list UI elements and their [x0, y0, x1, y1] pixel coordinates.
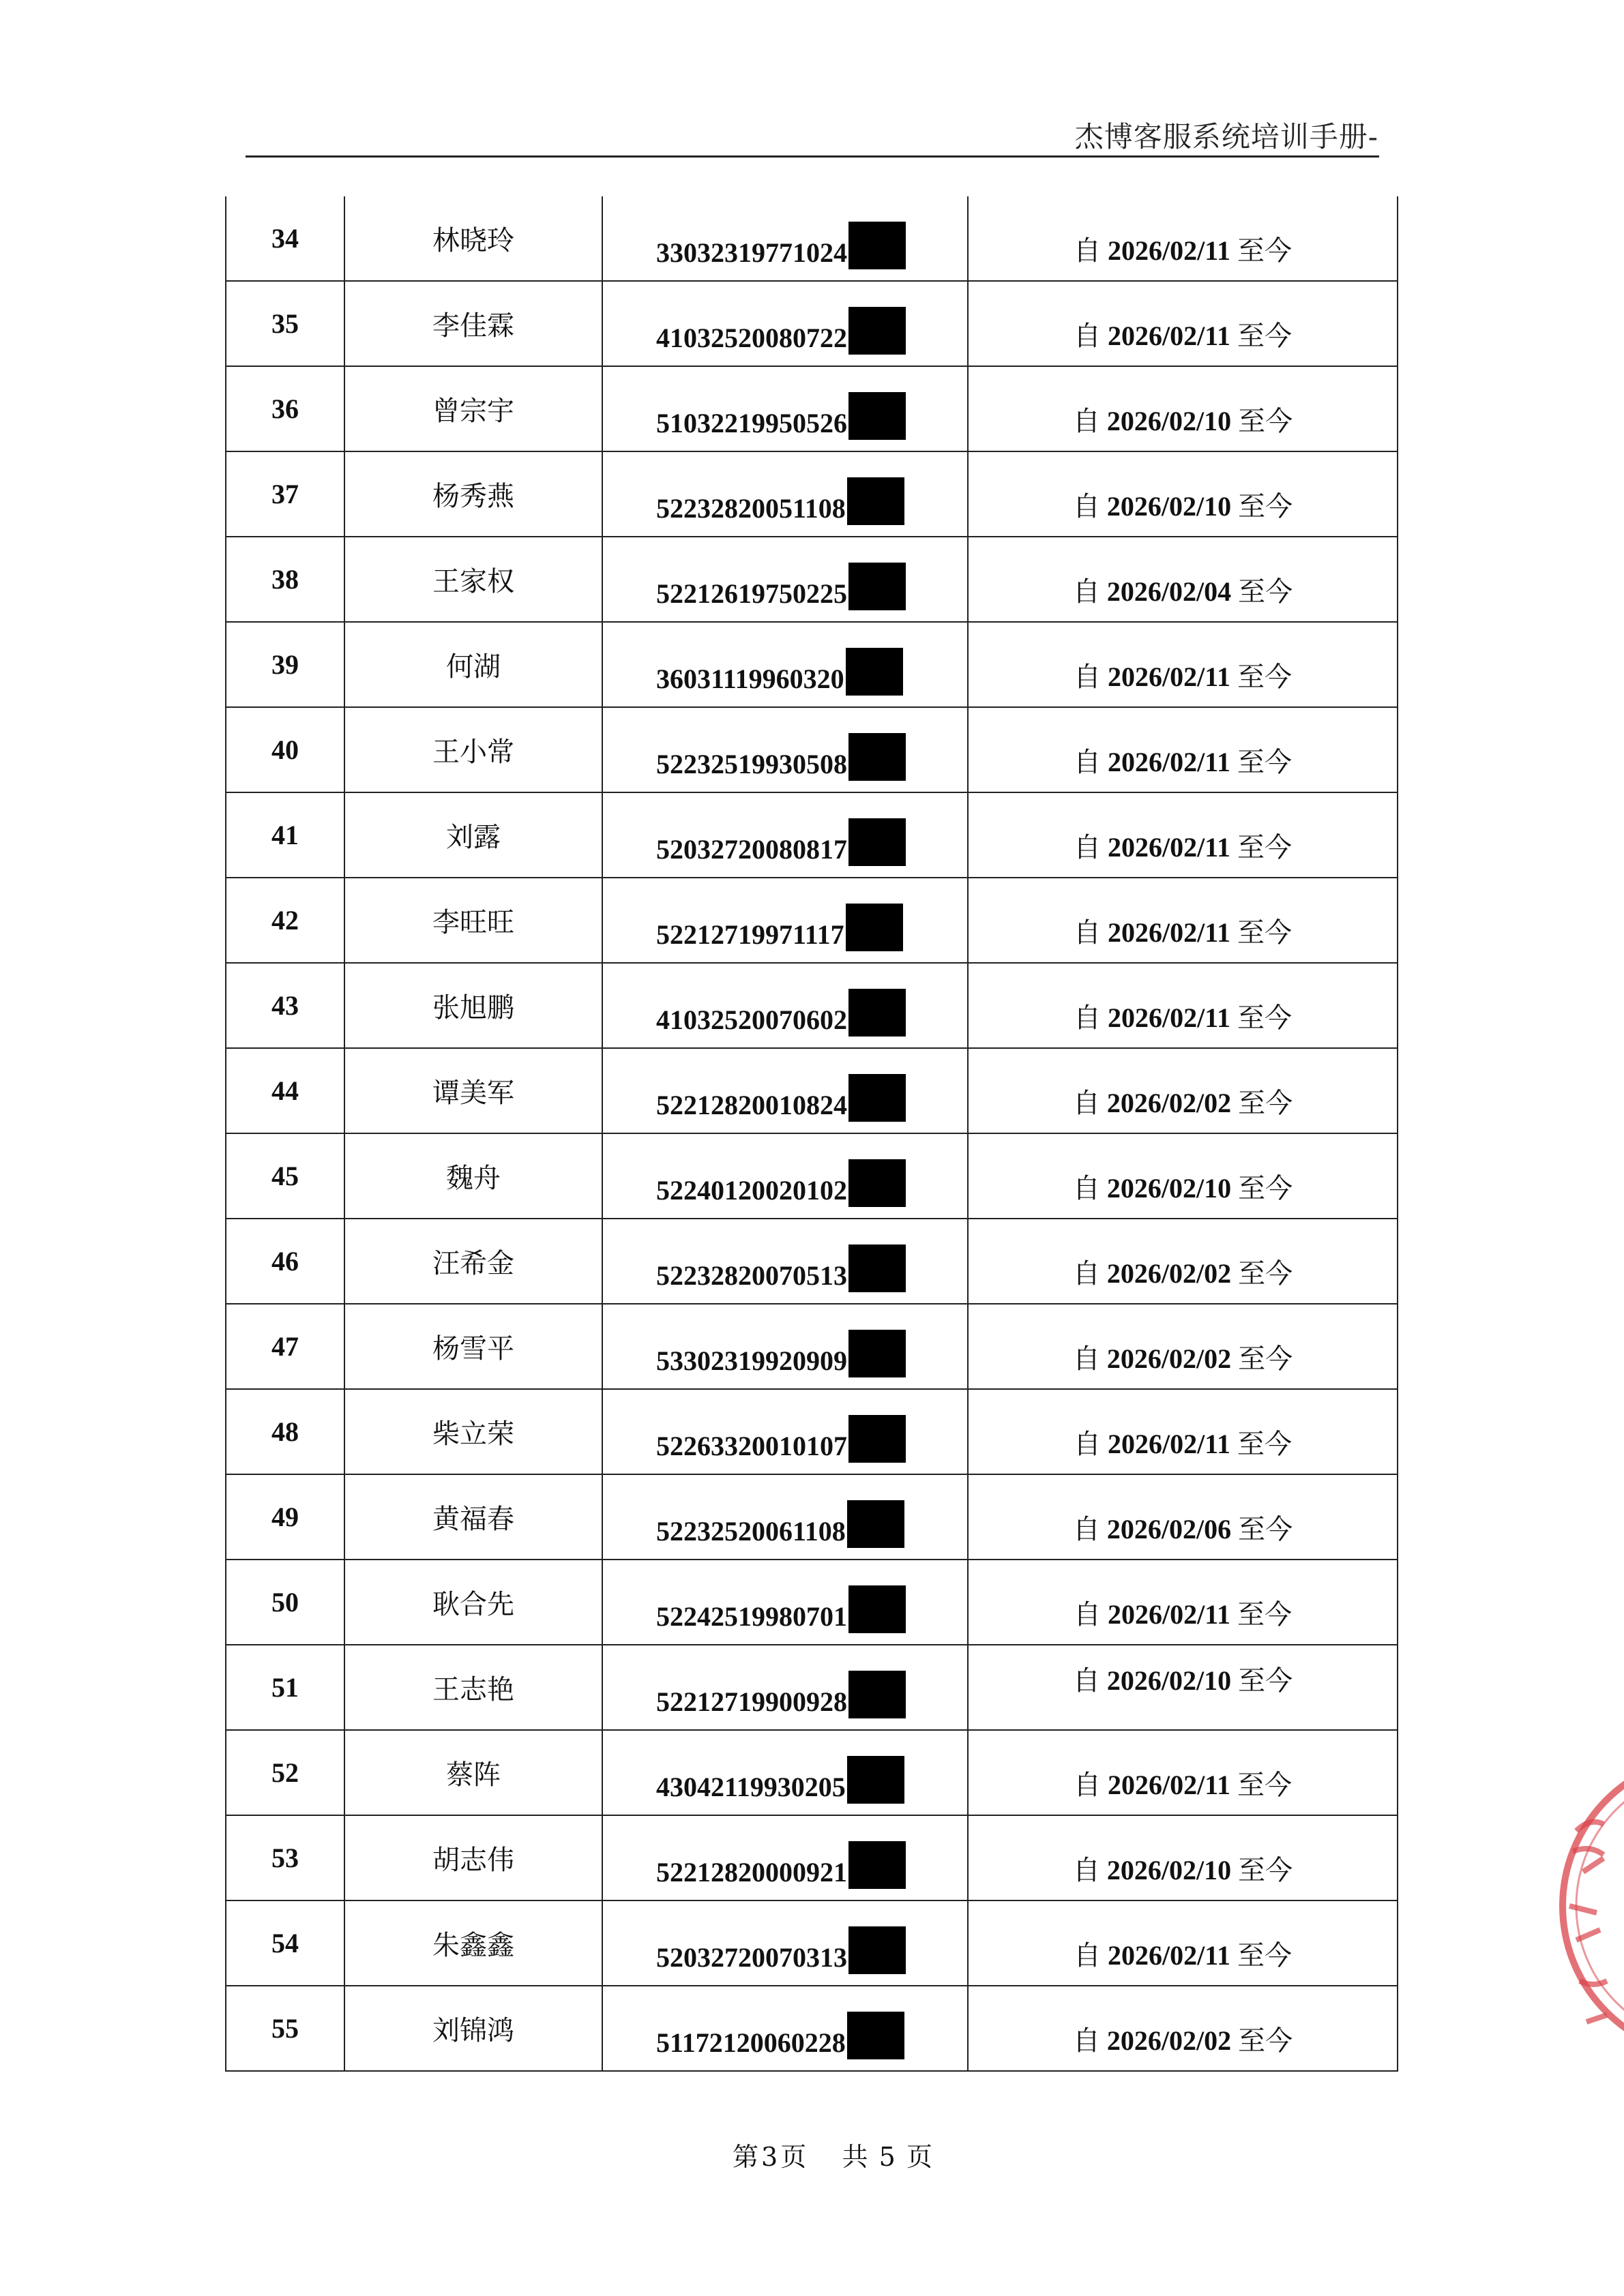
id-wrap	[656, 648, 903, 693]
seal-graphic	[1556, 1735, 1624, 2076]
row-name: 何湖	[344, 622, 602, 707]
table-row	[226, 1389, 1398, 1474]
row-id-cell	[602, 1560, 968, 1645]
date-wrap	[969, 1659, 1397, 1698]
row-date-cell	[968, 281, 1398, 366]
date-value: 2026/02/11	[1107, 320, 1231, 351]
id-wrap	[656, 1756, 904, 1801]
redaction-block	[848, 1159, 906, 1207]
table-row	[226, 366, 1398, 451]
date-value: 2026/02/11	[1107, 917, 1231, 948]
id-wrap	[656, 904, 903, 949]
date-value: 2026/02/10	[1106, 1855, 1232, 1885]
id-wrap	[656, 1159, 906, 1204]
date-value: 2026/02/02	[1106, 2025, 1232, 2056]
redaction-block	[847, 477, 904, 525]
row-id-number: 52212719971117	[656, 919, 844, 950]
date-suffix: 至今	[1238, 2025, 1293, 2057]
table-row	[226, 1304, 1398, 1389]
roster-table	[225, 196, 1398, 2072]
row-id-cell	[602, 1219, 968, 1304]
date-suffix: 至今	[1237, 235, 1293, 267]
redaction-block	[847, 1500, 904, 1548]
row-name: 王家权	[344, 537, 602, 622]
date-suffix: 至今	[1238, 1665, 1293, 1697]
date-wrap	[969, 741, 1397, 779]
date-wrap	[969, 655, 1397, 694]
date-value: 2026/02/11	[1107, 1940, 1231, 1971]
table-row	[226, 1815, 1398, 1900]
row-date-cell	[968, 1560, 1398, 1645]
table-row	[226, 1560, 1398, 1645]
row-number: 38	[226, 537, 344, 622]
row-id-cell	[602, 537, 968, 622]
row-id-cell	[602, 281, 968, 366]
row-id-number: 52032720070313	[656, 1942, 847, 1973]
row-number: 51	[226, 1645, 344, 1730]
date-value: 2026/02/11	[1107, 832, 1231, 863]
table-row	[226, 622, 1398, 707]
date-suffix: 至今	[1237, 1429, 1293, 1460]
row-date-cell	[968, 366, 1398, 451]
row-name: 蔡阵	[344, 1730, 602, 1815]
date-prefix: 自	[1072, 406, 1100, 437]
row-number: 48	[226, 1389, 344, 1474]
date-wrap	[969, 314, 1397, 353]
row-name: 汪希金	[344, 1219, 602, 1304]
row-id-number: 52212619750225	[656, 578, 847, 609]
id-wrap	[656, 1671, 906, 1716]
row-date-cell	[968, 707, 1398, 792]
date-prefix: 自	[1072, 1343, 1100, 1375]
table-row	[226, 1474, 1398, 1560]
row-id-number: 52232519930508	[656, 749, 847, 779]
date-suffix: 至今	[1237, 1770, 1293, 1801]
row-name: 杨秀燕	[344, 451, 602, 537]
redaction-block	[847, 1756, 904, 1804]
footer-total-label: 共	[842, 2142, 868, 2172]
date-value: 2026/02/10	[1106, 1173, 1232, 1204]
row-id-number: 51032219950526	[656, 408, 847, 438]
date-prefix: 自	[1073, 1002, 1101, 1034]
redaction-block	[848, 1926, 906, 1974]
date-suffix: 至今	[1238, 1258, 1293, 1289]
date-value: 2026/02/11	[1107, 1429, 1231, 1459]
date-prefix: 自	[1073, 661, 1101, 693]
row-date-cell	[968, 963, 1398, 1048]
date-prefix: 自	[1073, 1770, 1101, 1801]
date-prefix: 自	[1072, 1665, 1100, 1697]
date-suffix: 至今	[1238, 1514, 1293, 1545]
table-row	[226, 1133, 1398, 1219]
row-id-cell	[602, 1389, 968, 1474]
row-name: 胡志伟	[344, 1815, 602, 1900]
row-id-number: 41032520070602	[656, 1004, 847, 1035]
table-row	[226, 281, 1398, 366]
id-wrap	[656, 989, 906, 1034]
row-number: 44	[226, 1048, 344, 1133]
redaction-block	[848, 1415, 906, 1463]
date-value: 2026/02/11	[1107, 1599, 1231, 1630]
footer-page-num: 3	[761, 2142, 778, 2172]
table-row	[226, 1730, 1398, 1815]
date-value: 2026/02/11	[1107, 747, 1231, 777]
date-suffix: 至今	[1237, 1002, 1293, 1034]
date-suffix: 至今	[1238, 1343, 1293, 1375]
row-name: 朱鑫鑫	[344, 1900, 602, 1986]
date-prefix: 自	[1073, 1940, 1101, 1971]
date-value: 2026/02/10	[1106, 406, 1232, 436]
row-id-cell	[602, 1645, 968, 1730]
redaction-block	[848, 1074, 906, 1122]
table-row	[226, 537, 1398, 622]
date-prefix: 自	[1072, 1514, 1100, 1545]
table-row	[226, 707, 1398, 792]
date-value: 2026/02/02	[1106, 1088, 1232, 1118]
row-name: 王小常	[344, 707, 602, 792]
date-prefix: 自	[1073, 1599, 1101, 1630]
date-prefix: 自	[1072, 576, 1100, 608]
date-wrap	[969, 1252, 1397, 1291]
row-id-cell	[602, 1815, 968, 1900]
id-wrap	[656, 1330, 906, 1375]
roster-body	[226, 196, 1398, 2071]
row-date-cell	[968, 196, 1398, 281]
date-prefix: 自	[1072, 2025, 1100, 2057]
row-number: 53	[226, 1815, 344, 1900]
redaction-block	[848, 307, 906, 355]
id-wrap	[656, 1926, 906, 1971]
row-number: 40	[226, 707, 344, 792]
row-id-number: 52212820000921	[656, 1857, 847, 1888]
row-date-cell	[968, 1474, 1398, 1560]
date-prefix: 自	[1072, 491, 1100, 522]
date-value: 2026/02/06	[1106, 1514, 1232, 1545]
date-wrap	[969, 911, 1397, 950]
row-name: 李佳霖	[344, 281, 602, 366]
date-suffix: 至今	[1237, 320, 1293, 352]
date-suffix: 至今	[1238, 491, 1293, 522]
redaction-block	[848, 563, 906, 610]
id-wrap	[656, 1841, 906, 1886]
row-number: 39	[226, 622, 344, 707]
row-id-number: 52232820051108	[656, 493, 846, 524]
row-number: 42	[226, 878, 344, 963]
header-rule	[246, 155, 1379, 158]
row-id-number: 43042119930205	[656, 1772, 846, 1802]
row-number: 55	[226, 1986, 344, 2071]
date-value: 2026/02/11	[1107, 661, 1231, 692]
date-prefix: 自	[1073, 235, 1101, 267]
row-id-number: 52212820010824	[656, 1090, 847, 1120]
date-wrap	[969, 400, 1397, 438]
row-name: 张旭鹏	[344, 963, 602, 1048]
row-id-number: 52232820070513	[656, 1260, 847, 1291]
row-number: 43	[226, 963, 344, 1048]
table-row	[226, 1900, 1398, 1986]
id-wrap	[656, 477, 904, 522]
row-id-number: 33032319771024	[656, 237, 847, 268]
date-value: 2026/02/11	[1107, 1770, 1231, 1800]
row-number: 49	[226, 1474, 344, 1560]
row-number: 37	[226, 451, 344, 537]
row-id-cell	[602, 366, 968, 451]
table-row	[226, 1986, 1398, 2071]
date-suffix: 至今	[1238, 406, 1293, 437]
id-wrap	[656, 1244, 906, 1289]
row-date-cell	[968, 622, 1398, 707]
id-wrap	[656, 563, 906, 608]
footer-page-unit: 页	[780, 2142, 807, 2172]
id-wrap	[656, 733, 906, 778]
date-prefix: 自	[1073, 832, 1101, 863]
date-suffix: 至今	[1238, 1855, 1293, 1886]
id-wrap	[656, 2012, 904, 2057]
row-date-cell	[968, 1815, 1398, 1900]
row-name: 杨雪平	[344, 1304, 602, 1389]
date-suffix: 至今	[1237, 1940, 1293, 1971]
id-wrap	[656, 1500, 904, 1545]
redaction-block	[848, 818, 906, 866]
date-value: 2026/02/11	[1107, 235, 1231, 266]
row-date-cell	[968, 1900, 1398, 1986]
footer-page-label: 第	[733, 2142, 759, 2172]
row-name: 林晓玲	[344, 196, 602, 281]
row-name: 谭美军	[344, 1048, 602, 1133]
footer-total-num: 5	[879, 2142, 896, 2172]
row-id-number: 52240120020102	[656, 1175, 847, 1206]
date-wrap	[969, 1422, 1397, 1461]
row-date-cell	[968, 537, 1398, 622]
date-wrap	[969, 229, 1397, 268]
date-suffix: 至今	[1237, 1599, 1293, 1630]
redaction-block	[848, 222, 906, 269]
row-date-cell	[968, 1133, 1398, 1219]
row-number: 41	[226, 792, 344, 878]
date-prefix: 自	[1073, 320, 1101, 352]
row-id-cell	[602, 622, 968, 707]
row-id-cell	[602, 1730, 968, 1815]
redaction-block	[847, 2012, 904, 2059]
table-row	[226, 1645, 1398, 1730]
row-id-cell	[602, 1304, 968, 1389]
redaction-block	[848, 989, 906, 1037]
redaction-block	[846, 648, 903, 696]
row-id-cell	[602, 707, 968, 792]
page-header-title: 杰博客服系统培训手册-	[1074, 120, 1378, 153]
date-value: 2026/02/11	[1107, 1002, 1231, 1033]
date-value: 2026/02/10	[1106, 491, 1232, 522]
row-number: 47	[226, 1304, 344, 1389]
row-name: 柴立荣	[344, 1389, 602, 1474]
row-id-number: 51172120060228	[656, 2027, 846, 2058]
date-prefix: 自	[1072, 1088, 1100, 1119]
date-prefix: 自	[1073, 747, 1101, 778]
date-wrap	[969, 570, 1397, 609]
row-date-cell	[968, 1730, 1398, 1815]
date-prefix: 自	[1073, 917, 1101, 949]
id-wrap	[656, 307, 906, 352]
row-name: 刘锦鸿	[344, 1986, 602, 2071]
row-id-number: 52212719900928	[656, 1686, 847, 1717]
date-suffix: 至今	[1238, 1088, 1293, 1119]
redaction-block	[848, 733, 906, 781]
row-id-number: 36031119960320	[656, 664, 844, 694]
row-id-cell	[602, 963, 968, 1048]
row-id-number: 41032520080722	[656, 323, 847, 353]
row-number: 35	[226, 281, 344, 366]
date-wrap	[969, 2019, 1397, 2058]
row-id-cell	[602, 1986, 968, 2071]
date-wrap	[969, 1508, 1397, 1547]
redaction-block	[848, 1585, 906, 1633]
date-suffix: 至今	[1237, 747, 1293, 778]
row-date-cell	[968, 792, 1398, 878]
redaction-block	[848, 1841, 906, 1889]
row-number: 34	[226, 196, 344, 281]
date-prefix: 自	[1072, 1855, 1100, 1886]
row-date-cell	[968, 1389, 1398, 1474]
row-date-cell	[968, 878, 1398, 963]
date-prefix: 自	[1073, 1429, 1101, 1460]
redaction-block	[848, 1330, 906, 1377]
row-id-cell	[602, 878, 968, 963]
date-wrap	[969, 1337, 1397, 1376]
date-wrap	[969, 1934, 1397, 1973]
id-wrap	[656, 222, 906, 267]
row-name: 魏舟	[344, 1133, 602, 1219]
row-id-number: 52232520061108	[656, 1516, 846, 1547]
row-date-cell	[968, 1048, 1398, 1133]
date-value: 2026/02/10	[1106, 1665, 1232, 1696]
date-suffix: 至今	[1237, 661, 1293, 693]
row-id-number: 52032720080817	[656, 834, 847, 865]
row-number: 50	[226, 1560, 344, 1645]
row-name: 李旺旺	[344, 878, 602, 963]
date-suffix: 至今	[1238, 1173, 1293, 1204]
footer-total-unit: 页	[906, 2142, 932, 2172]
redaction-block	[848, 1671, 906, 1718]
row-id-cell	[602, 1133, 968, 1219]
date-value: 2026/02/04	[1106, 576, 1232, 607]
row-name: 耿合先	[344, 1560, 602, 1645]
date-wrap	[969, 1167, 1397, 1206]
row-id-cell	[602, 451, 968, 537]
row-id-cell	[602, 792, 968, 878]
row-number: 54	[226, 1900, 344, 1986]
date-wrap	[969, 1849, 1397, 1888]
redaction-block	[846, 904, 903, 951]
row-name: 王志艳	[344, 1645, 602, 1730]
redaction-block	[848, 392, 906, 440]
id-wrap	[656, 392, 906, 437]
date-wrap	[969, 1763, 1397, 1802]
row-number: 52	[226, 1730, 344, 1815]
company-seal-stamp	[1556, 1735, 1624, 2076]
table-row	[226, 1219, 1398, 1304]
row-date-cell	[968, 1219, 1398, 1304]
row-date-cell	[968, 1986, 1398, 2071]
row-number: 36	[226, 366, 344, 451]
date-wrap	[969, 1082, 1397, 1120]
row-date-cell	[968, 1304, 1398, 1389]
row-name: 黄福春	[344, 1474, 602, 1560]
row-id-cell	[602, 1474, 968, 1560]
date-value: 2026/02/02	[1106, 1343, 1232, 1374]
id-wrap	[656, 1415, 906, 1460]
id-wrap	[656, 1585, 906, 1630]
date-value: 2026/02/02	[1106, 1258, 1232, 1289]
row-id-cell	[602, 196, 968, 281]
table-row	[226, 196, 1398, 281]
row-date-cell	[968, 1645, 1398, 1730]
date-wrap	[969, 996, 1397, 1035]
row-id-number: 52263320010107	[656, 1431, 847, 1461]
date-wrap	[969, 826, 1397, 865]
date-suffix: 至今	[1238, 576, 1293, 608]
row-id-number: 52242519980701	[656, 1601, 847, 1632]
id-wrap	[656, 1074, 906, 1119]
row-id-cell	[602, 1048, 968, 1133]
id-wrap	[656, 818, 906, 863]
row-number: 46	[226, 1219, 344, 1304]
table-row	[226, 1048, 1398, 1133]
table-row	[226, 878, 1398, 963]
row-id-number: 53302319920909	[656, 1345, 847, 1376]
page-footer	[0, 2136, 1624, 2173]
table-row	[226, 963, 1398, 1048]
row-name: 刘露	[344, 792, 602, 878]
date-prefix: 自	[1072, 1173, 1100, 1204]
date-suffix: 至今	[1237, 832, 1293, 863]
row-number: 45	[226, 1133, 344, 1219]
redaction-block	[848, 1244, 906, 1292]
date-wrap	[969, 1593, 1397, 1632]
row-id-cell	[602, 1900, 968, 1986]
row-date-cell	[968, 451, 1398, 537]
row-name: 曾宗宇	[344, 366, 602, 451]
table-row	[226, 451, 1398, 537]
table-row	[226, 792, 1398, 878]
date-wrap	[969, 485, 1397, 524]
date-suffix: 至今	[1237, 917, 1293, 949]
date-prefix: 自	[1072, 1258, 1100, 1289]
